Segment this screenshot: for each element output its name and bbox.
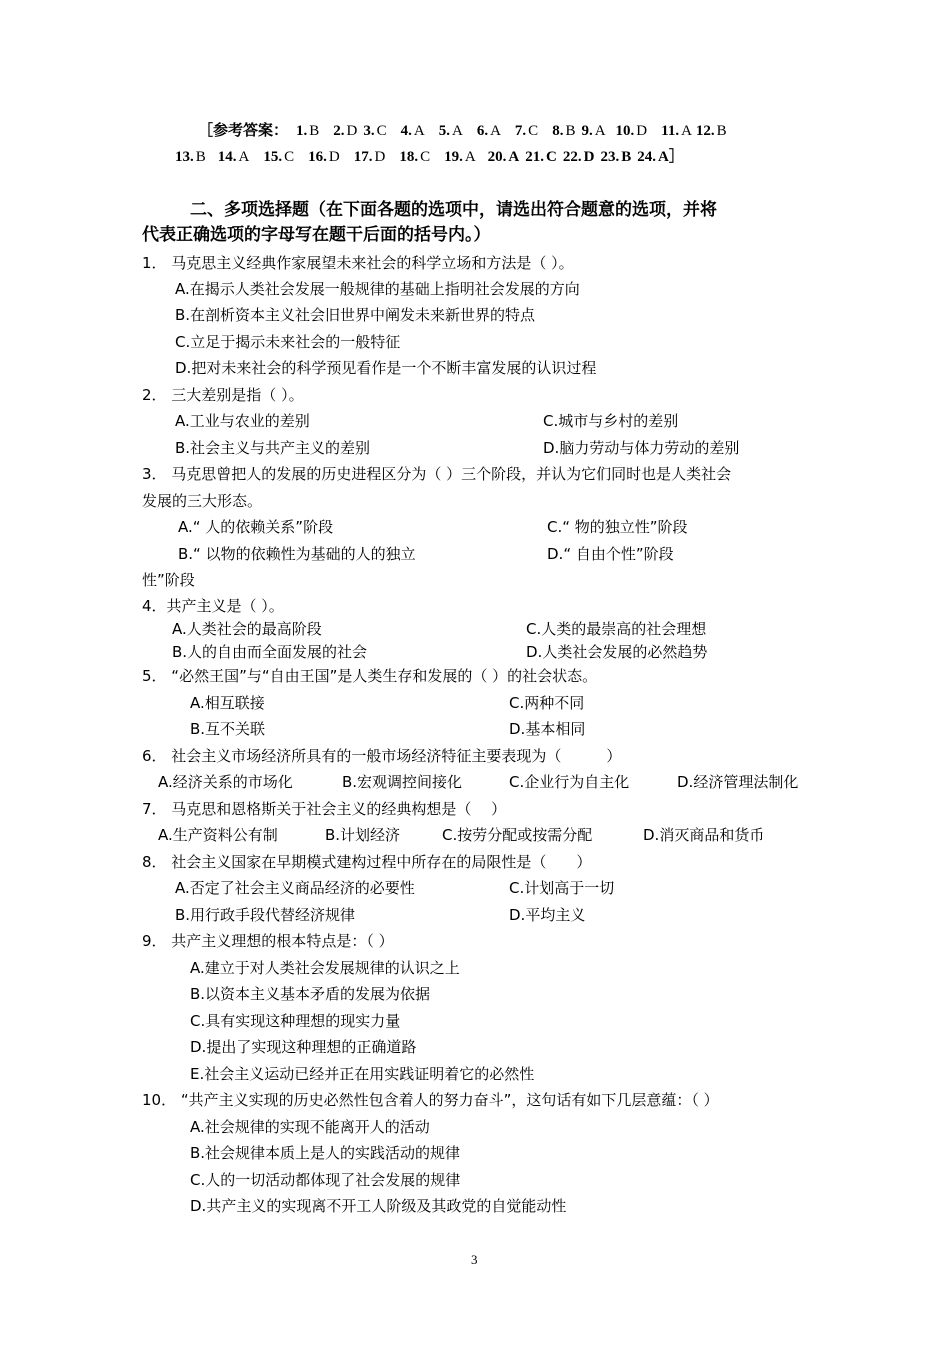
answer-key-item	[563, 149, 595, 165]
answer-key-number: 6.	[476, 123, 489, 139]
question-2-option-d: D.脑力劳动与体力劳动的差别	[543, 439, 740, 457]
question-10-option-c: C.人的一切活动都体现了社会发展的规律	[190, 1171, 461, 1189]
answer-key-letter: D	[583, 149, 595, 165]
question-7-stem: 7． 马克思和恩格斯关于社会主义的经典构想是（ ）	[142, 800, 507, 818]
answer-key-letter: A	[594, 123, 606, 139]
question-3-option-b-wrap: 性”阶段	[142, 571, 195, 589]
answer-key-number: 15.	[263, 149, 283, 165]
question-3-stem-line-2: 发展的三大形态。	[142, 492, 263, 510]
answer-key-letter: B	[716, 123, 727, 139]
answer-key-item	[444, 149, 476, 165]
question-8-option-d: D.平均主义	[509, 906, 586, 924]
answer-key-item	[439, 123, 463, 139]
answer-key-number: 2.	[333, 123, 345, 139]
question-4-option-d: D.人类社会发展的必然趋势	[526, 643, 708, 661]
answer-key-close: ］	[668, 149, 684, 165]
answer-key-item	[552, 123, 575, 139]
answer-key-letter: D	[346, 123, 358, 139]
answer-key-letter: D	[636, 123, 648, 139]
answer-key-number: 8.	[552, 123, 564, 139]
question-4-option-a: A.人类社会的最高阶段	[172, 620, 322, 638]
answer-key-number: 18.	[399, 149, 419, 165]
answer-key-item	[696, 123, 727, 139]
page-number: 3	[471, 1252, 478, 1267]
question-10-option-b: B.社会规律本质上是人的实践活动的规律	[190, 1144, 461, 1162]
answer-key-letter: B	[621, 149, 632, 165]
question-8-option-a: A.否定了社会主义商品经济的必要性	[175, 879, 415, 897]
question-3-stem-line-1: 3． 马克思曾把人的发展的历史进程区分为（ ）三个阶段，并认为它们同时也是人类社会	[142, 465, 732, 483]
answer-key-item	[218, 149, 250, 165]
answer-key-number: 12.	[695, 123, 715, 139]
answer-key-item	[363, 123, 386, 139]
section-title-line-2: 代表正确选项的字母写在题干后面的括号内。）	[142, 225, 491, 245]
question-2-stem: 2． 三大差别是指（ ）。	[142, 386, 304, 404]
answer-key-number: 14.	[217, 149, 237, 165]
question-4-stem: 4．共产主义是（ ）。	[142, 597, 284, 615]
question-7-option-d: D.消灭商品和货币	[643, 826, 765, 844]
answer-key-letter: B	[565, 123, 576, 139]
question-2-option-b: B.社会主义与共产主义的差别	[175, 439, 371, 457]
question-6-option-a: A.经济关系的市场化	[158, 773, 293, 791]
question-10-option-d: D.共产主义的实现离不开工人阶级及其政党的自觉能动性	[190, 1197, 567, 1215]
answer-key-item	[175, 149, 206, 165]
question-5-option-c: C.两种不同	[509, 694, 585, 712]
answer-key-letter: C	[528, 123, 539, 139]
answer-key-number: 19.	[444, 149, 463, 165]
answer-key-number: 22.	[562, 149, 582, 165]
question-10-option-a: A.社会规律的实现不能离开人的活动	[190, 1118, 430, 1136]
question-1-option-c: C.立足于揭示未来社会的一般特征	[175, 333, 401, 351]
answer-key-number: 10.	[615, 123, 635, 139]
question-5-option-a: A.相互联接	[190, 694, 265, 712]
answer-key-item	[296, 123, 319, 139]
answer-key-label: ［参考答案：	[198, 123, 289, 139]
question-7-option-c: C.按劳分配或按需分配	[442, 826, 593, 844]
answer-key-letter: B	[195, 149, 206, 165]
answer-key-item	[399, 149, 430, 165]
question-9-option-a: A.建立于对人类社会发展规律的认识之上	[190, 959, 460, 977]
question-2-option-c: C.城市与乡村的差别	[543, 412, 679, 430]
answer-key-letter: A	[508, 149, 520, 165]
question-4-option-b: B.人的自由而全面发展的社会	[172, 643, 368, 661]
answer-key-item	[616, 123, 648, 139]
question-6-option-d: D.经济管理法制化	[677, 773, 799, 791]
answer-key-number: 24.	[637, 149, 656, 165]
answer-key-number: 20.	[487, 149, 507, 165]
question-6-option-b: B.宏观调控间接化	[342, 773, 463, 791]
question-1-stem: 1． 马克思主义经典作家展望未来社会的科学立场和方法是（ ）。	[142, 254, 574, 272]
answer-key-number: 11.	[661, 123, 680, 139]
answer-key-item	[477, 123, 501, 139]
question-4-option-c: C.人类的最崇高的社会理想	[526, 620, 707, 638]
question-2-option-a: A.工业与农业的差别	[175, 412, 310, 430]
answer-key-item	[661, 123, 692, 139]
answer-key-number: 13.	[175, 149, 194, 165]
answer-key-number: 17.	[353, 149, 373, 165]
answer-key-line-2	[163, 147, 684, 167]
answer-key-letter: A	[657, 149, 669, 165]
answer-key-item	[637, 149, 669, 165]
question-10-stem: 10． “共产主义实现的历史必然性包含着人的努力奋斗”，这句话有如下几层意蕴：（ ）	[142, 1091, 719, 1109]
question-3-option-d: D.“ 自由个性”阶段	[547, 545, 674, 563]
answer-key-item	[333, 123, 357, 139]
question-9-option-b: B.以资本主义基本矛盾的发展为依据	[190, 985, 431, 1003]
answer-key-line-1	[198, 121, 727, 141]
question-9-option-c: C.具有实现这种理想的现实力量	[190, 1012, 401, 1030]
answer-key-letter: A	[490, 123, 501, 139]
question-3-option-b: B.“ 以物的依赖性为基础的人的独立	[178, 545, 416, 563]
answer-key-letter: D	[328, 149, 340, 165]
answer-key-letter: C	[546, 149, 557, 165]
question-8-option-c: C.计划高于一切	[509, 879, 615, 897]
answer-key-item	[263, 149, 294, 165]
question-3-option-a: A.“ 人的依赖关系”阶段	[178, 518, 334, 536]
answer-key-letter: A	[681, 123, 692, 139]
question-5-stem: 5． “必然王国”与“自由王国”是人类生存和发展的（ ）的社会状态。	[142, 667, 598, 685]
question-6-option-c: C.企业行为自主化	[509, 773, 630, 791]
answer-key-item	[354, 149, 386, 165]
question-7-option-a: A.生产资料公有制	[158, 826, 278, 844]
answer-key-number: 5.	[438, 123, 450, 139]
answer-key-number: 3.	[363, 123, 375, 139]
question-1-option-b: B.在剖析资本主义社会旧世界中阐发未来新世界的特点	[175, 306, 536, 324]
answer-key-letter: B	[309, 123, 320, 139]
answer-key-item	[308, 149, 340, 165]
question-9-option-d: D.提出了实现这种理想的正确道路	[190, 1038, 417, 1056]
answer-key-number: 23.	[600, 149, 620, 165]
answer-key-number: 7.	[514, 123, 527, 139]
answer-key-number: 16.	[308, 149, 327, 165]
answer-key-letter: C	[420, 149, 431, 165]
answer-key-letter: C	[284, 149, 295, 165]
question-5-option-d: D.基本相同	[509, 720, 586, 738]
answer-key-item	[401, 123, 425, 139]
answer-key-number: 1.	[296, 123, 308, 139]
question-6-stem: 6． 社会主义市场经济所具有的一般市场经济特征主要表现为（ ）	[142, 747, 622, 765]
answer-key-item	[581, 123, 605, 139]
question-5-option-b: B.互不关联	[190, 720, 266, 738]
answer-key-number: 9.	[581, 123, 593, 139]
question-8-option-b: B.用行政手段代替经济规律	[175, 906, 356, 924]
answer-key-letter: A	[464, 149, 476, 165]
question-1-option-a: A.在揭示人类社会发展一般规律的基础上指明社会发展的方向	[175, 280, 580, 298]
answer-key-item	[488, 149, 520, 165]
answer-key-letter: A	[238, 149, 250, 165]
question-1-option-d: D.把对未来社会的科学预见看作是一个不断丰富发展的认识过程	[175, 359, 597, 377]
question-9-stem: 9． 共产主义理想的根本特点是：（ ）	[142, 932, 394, 950]
answer-key-letter: A	[413, 123, 425, 139]
question-8-stem: 8． 社会主义国家在早期模式建构过程中所存在的局限性是（ ）	[142, 853, 592, 871]
section-title-line-1: 二、多项选择题（在下面各题的选项中，请选出符合题意的选项，并将	[190, 200, 717, 220]
answer-key-letter: A	[451, 123, 463, 139]
answer-key-number: 21.	[525, 149, 545, 165]
answer-key-letter: C	[376, 123, 387, 139]
question-7-option-b: B.计划经济	[325, 826, 401, 844]
answer-key-letter: D	[374, 149, 386, 165]
answer-key-item	[525, 149, 557, 165]
answer-key-item	[515, 123, 538, 139]
question-9-option-e: E.社会主义运动已经并正在用实践证明着它的必然性	[190, 1065, 535, 1083]
answer-key-item	[600, 149, 631, 165]
question-3-option-c: C.“ 物的独立性”阶段	[547, 518, 688, 536]
answer-key-number: 4.	[400, 123, 412, 139]
